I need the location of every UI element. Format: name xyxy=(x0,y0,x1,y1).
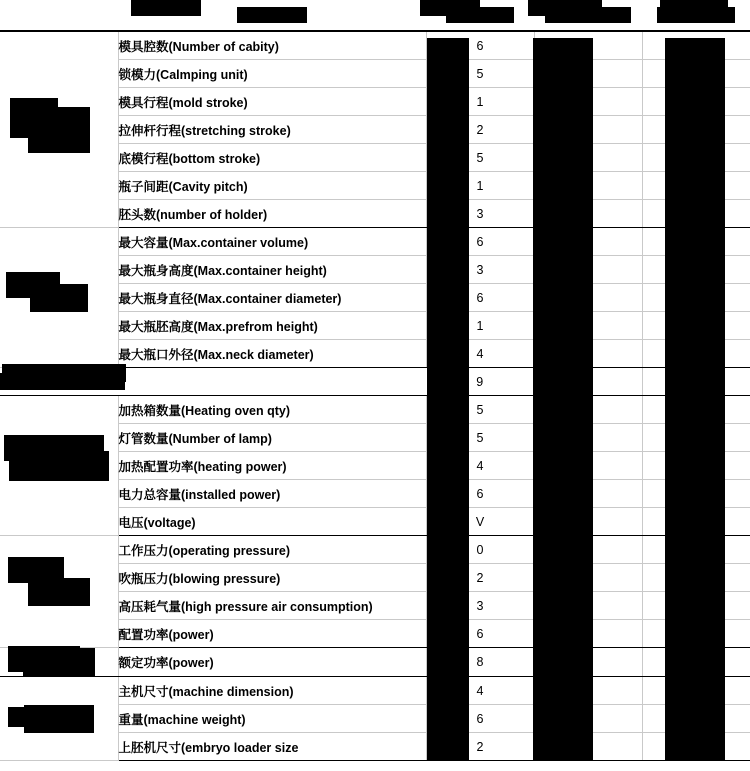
table-row xyxy=(0,31,750,60)
item-label: 拉伸杆行程(stretching stroke) xyxy=(118,116,426,144)
value-cell: 6 xyxy=(426,31,534,60)
value-cell: 5 xyxy=(426,60,534,88)
item-label: 上胚机尺寸(embryo loader size xyxy=(118,733,426,761)
value-cell: 1 xyxy=(426,88,534,116)
item-label: 锁模力(Calmping unit) xyxy=(118,60,426,88)
value-cell: 5 xyxy=(426,424,534,452)
item-label: 重量(machine weight) xyxy=(118,705,426,733)
table-row xyxy=(0,677,750,705)
item-label: 最大瓶身高度(Max.container height) xyxy=(118,256,426,284)
item-label: 吹瓶压力(blowing pressure) xyxy=(118,564,426,592)
item-label: 最大瓶身直径(Max.container diameter) xyxy=(118,284,426,312)
value-cell: 1 xyxy=(426,172,534,200)
table-row xyxy=(0,536,750,564)
item-label: 电力总容量(installed power) xyxy=(118,480,426,508)
value-cell: 4 xyxy=(426,340,534,368)
group-label-heating-system xyxy=(0,396,118,536)
value-cell: 2 xyxy=(426,116,534,144)
value-cell: 2 xyxy=(426,733,534,761)
item-label: 配置功率(power) xyxy=(118,620,426,648)
table-row xyxy=(0,396,750,424)
value-cell: 4 xyxy=(426,677,534,705)
value-cell: 3 xyxy=(426,200,534,228)
value-cell: V xyxy=(426,508,534,536)
redaction-group-air xyxy=(8,557,64,583)
value-cell: 6 xyxy=(426,284,534,312)
table-row xyxy=(0,228,750,256)
redaction-header-model-2 xyxy=(528,0,602,16)
item-label: 瓶子间距(Cavity pitch) xyxy=(118,172,426,200)
redaction-header-model-3 xyxy=(660,0,728,16)
value-cell: 6 xyxy=(426,705,534,733)
redaction-column-2 xyxy=(533,38,593,760)
value-cell: 5 xyxy=(426,144,534,172)
item-label: 胚头数(number of holder) xyxy=(118,200,426,228)
value-cell: 3 xyxy=(426,592,534,620)
redaction-group-container xyxy=(6,272,60,298)
value-cell: 2 xyxy=(426,564,534,592)
item-label: 主机尺寸(machine dimension) xyxy=(118,677,426,705)
redaction-group-heating xyxy=(4,435,104,461)
item-label: 模具行程(mold stroke) xyxy=(118,88,426,116)
value-cell: 0 xyxy=(426,536,534,564)
value-cell: 3 xyxy=(426,256,534,284)
item-label: 最大瓶胚高度(Max.prefrom height) xyxy=(118,312,426,340)
value-cell: 5 xyxy=(426,396,534,424)
redaction-group-mould xyxy=(10,98,58,138)
item-label: 电压(voltage) xyxy=(118,508,426,536)
redaction-column-3 xyxy=(665,38,725,760)
item-label: 最大容量(Max.container volume) xyxy=(118,228,426,256)
item-label: 额定功率(power) xyxy=(118,648,426,677)
item-label: 加热配置功率(heating power) xyxy=(118,452,426,480)
redaction-group-machine xyxy=(8,707,68,727)
redaction-header-item xyxy=(131,0,201,16)
value-cell: 1 xyxy=(426,312,534,340)
table-header-row xyxy=(0,0,750,31)
item-label: 底模行程(bottom stroke) xyxy=(118,144,426,172)
item-label: 高压耗气量(high pressure air consumption) xyxy=(118,592,426,620)
value-cell: 6 xyxy=(426,620,534,648)
value-cell: 4 xyxy=(426,452,534,480)
redaction-header-model-1 xyxy=(420,0,480,16)
header-group-cell xyxy=(0,0,118,31)
header-item-label xyxy=(237,7,307,23)
table-row xyxy=(0,648,750,677)
item-label: 最大瓶口外径(Max.neck diameter) xyxy=(118,340,426,368)
value-cell: 6 xyxy=(426,228,534,256)
value-cell: 6 xyxy=(426,480,534,508)
item-label: 加热箱数量(Heating oven qty) xyxy=(118,396,426,424)
item-label: 灯管数量(Number of lamp) xyxy=(118,424,426,452)
redaction-group-chiller xyxy=(8,646,80,672)
redaction-row-output xyxy=(2,364,126,382)
item-label: 工作压力(operating pressure) xyxy=(118,536,426,564)
value-cell: 8 xyxy=(426,648,534,677)
group-label-air-system xyxy=(0,536,118,648)
value-cell: 9 xyxy=(426,368,534,396)
redaction-column-1 xyxy=(427,38,469,760)
item-label: 模具腔数(Number of cabity) xyxy=(118,31,426,60)
